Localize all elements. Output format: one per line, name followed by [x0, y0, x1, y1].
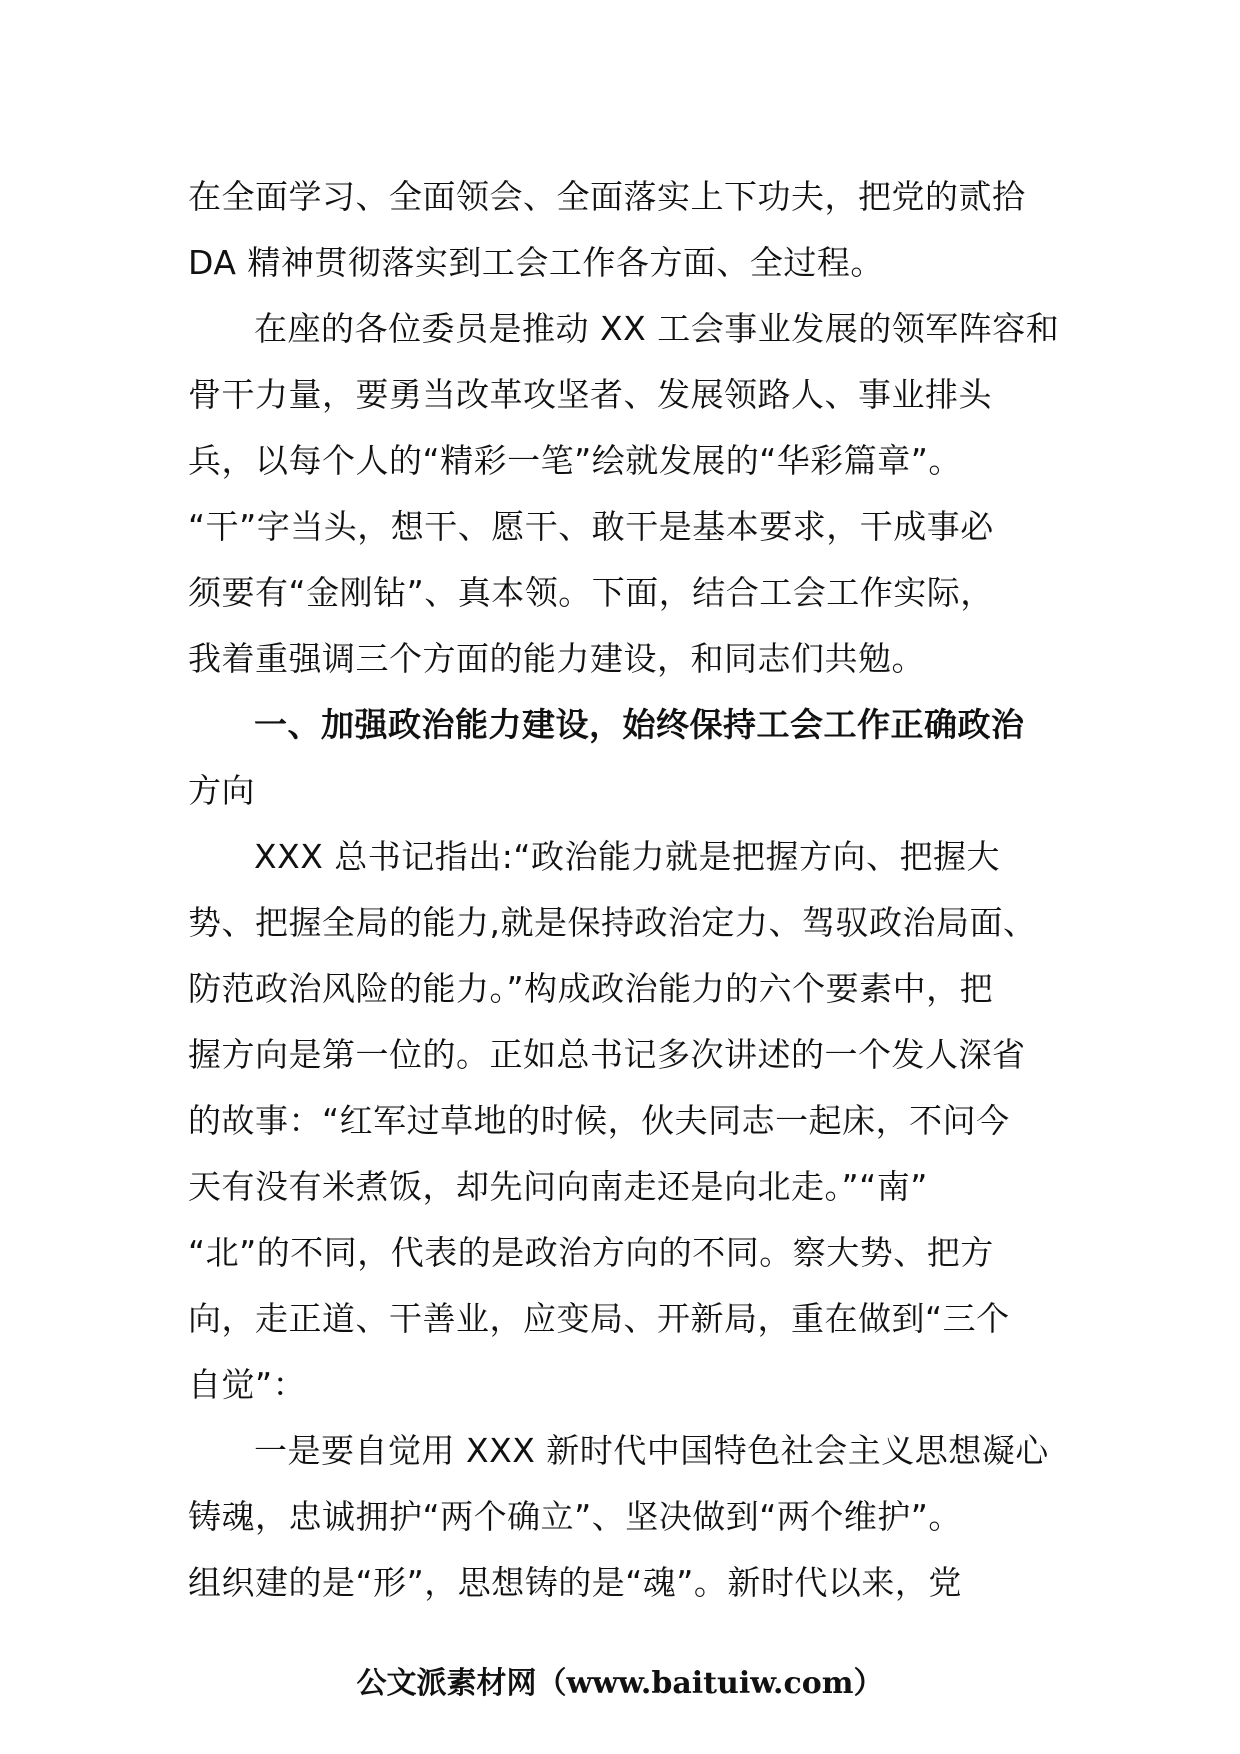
text-line: “干”字当头，想干、愿干、敢干是基本要求，干成事必: [188, 507, 994, 546]
text-line: 须要有“金刚钻”、真本领。下面，结合工会工作实际，: [188, 573, 994, 612]
text-line: 兵，以每个人的“精彩一笔”绘就发展的“华彩篇章”。: [188, 441, 962, 480]
section-heading-line: 一、加强政治能力建设，始终保持工会工作正确政治: [254, 705, 1025, 744]
text-line: 一是要自觉用 XXX 新时代中国特色社会主义思想凝心: [254, 1431, 1049, 1470]
text-line: 势、把握全局的能力,就是保持政治定力、驾驭政治局面、: [188, 903, 1037, 942]
text-line: 的故事：“红军过草地的时候，伙夫同志一起床，不问今: [188, 1101, 1010, 1140]
text-line: DA 精神贯彻落实到工会工作各方面、全过程。: [188, 243, 884, 282]
text-line: 天有没有米煮饭，却先问向南走还是向北走。”“南”: [188, 1167, 928, 1206]
text-line: 向，走正道、干善业，应变局、开新局，重在做到“三个: [188, 1299, 1010, 1338]
text-line: 防范政治风险的能力。”构成政治能力的六个要素中，把: [188, 969, 994, 1008]
text-line: 我着重强调三个方面的能力建设，和同志们共勉。: [188, 639, 925, 678]
text-line: XXX 总书记指出:“政治能力就是把握方向、把握大: [254, 837, 1001, 876]
document-body: [188, 164, 1060, 1616]
text-line: 在全面学习、全面领会、全面落实上下功夫，把党的贰拾: [188, 177, 1026, 216]
text-line: “北”的不同，代表的是政治方向的不同。察大势、把方: [188, 1233, 994, 1272]
text-line: 自觉”：: [188, 1365, 307, 1404]
text-line: 握方向是第一位的。正如总书记多次讲述的一个发人深省: [188, 1035, 1026, 1074]
text-line: 方向: [188, 771, 255, 810]
text-line: 铸魂，忠诚拥护“两个确立”、坚决做到“两个维护”。: [188, 1497, 962, 1536]
text-line: 组织建的是“形”，思想铸的是“魂”。新时代以来，党: [188, 1563, 962, 1602]
text-line: 在座的各位委员是推动 XX 工会事业发展的领军阵容和: [254, 309, 1060, 348]
text-line: 骨干力量，要勇当改革攻坚者、发展领路人、事业排头: [188, 375, 992, 414]
page-footer-watermark: 公文派素材网（www.baituiw.com）: [356, 1666, 884, 1701]
